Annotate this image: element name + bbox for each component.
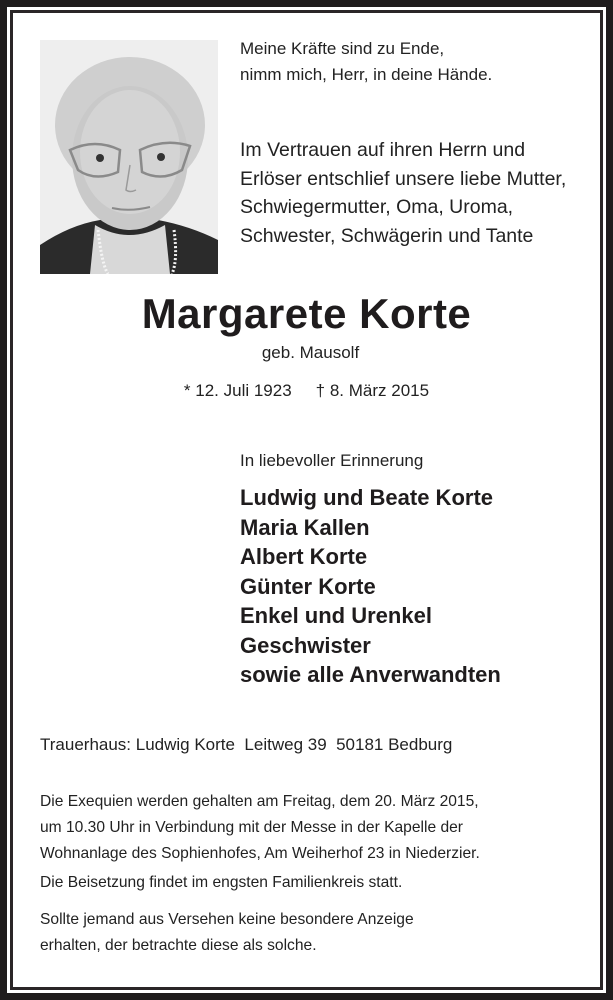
service-paragraph bbox=[40, 789, 480, 867]
memory-label: In liebevoller Erinnerung bbox=[240, 451, 424, 470]
birth-date: * 12. Juli 1923 bbox=[183, 381, 292, 400]
mourners-list bbox=[240, 483, 501, 690]
intro-line: Schwiegermutter, Oma, Uroma, bbox=[240, 196, 514, 218]
intro-line: Schwester, Schwägerin und Tante bbox=[240, 224, 534, 247]
mourner-item: sowie alle Anverwandten bbox=[240, 662, 501, 687]
mourning-house-address: Trauerhaus: Ludwig Korte Leitweg 39 50181 Bedburg bbox=[40, 735, 453, 754]
life-dates bbox=[0, 381, 613, 401]
verse-line: Meine Kräfte sind zu Ende, bbox=[240, 39, 445, 58]
intro-line: Erlöser entschlief unsere liebe Mutter, bbox=[240, 167, 567, 190]
service-line: Wohnanlage des Sophienhofes, Am Weiherhof 23 in Niederzier. bbox=[40, 845, 480, 862]
burial-line: Die Beisetzung findet im engsten Familienkreis statt. bbox=[40, 874, 403, 891]
verse-text bbox=[240, 36, 580, 88]
portrait-icon bbox=[40, 40, 218, 274]
service-line: Die Exequien werden gehalten am Freitag, dem 20. März 2015, bbox=[40, 793, 479, 810]
mourner-item: Ludwig und Beate Korte bbox=[240, 485, 493, 510]
mourner-item: Albert Korte bbox=[240, 544, 368, 569]
mourner-item: Günter Korte bbox=[240, 573, 376, 599]
intro-line: Im Vertrauen auf ihren Herrn und bbox=[240, 139, 526, 161]
mourner-item: Geschwister bbox=[240, 632, 371, 658]
service-line: um 10.30 Uhr in Verbindung mit der Messe in der Kapelle der bbox=[40, 819, 463, 836]
notice-line: erhalten, der betrachte diese als solche. bbox=[40, 937, 317, 954]
mourner-item: Maria Kallen bbox=[240, 514, 370, 540]
burial-paragraph bbox=[40, 870, 402, 896]
death-date: † 8. März 2015 bbox=[315, 381, 430, 400]
intro-text bbox=[240, 136, 590, 250]
mourner-item: Enkel und Urenkel bbox=[240, 603, 432, 628]
notice-paragraph bbox=[40, 907, 414, 959]
deceased-name: Margarete Korte bbox=[141, 290, 472, 337]
portrait-photo bbox=[40, 40, 218, 274]
maiden-name: geb. Mausolf bbox=[261, 343, 360, 362]
notice-line: Sollte jemand aus Versehen keine besondere Anzeige bbox=[40, 911, 414, 928]
verse-line: nimm mich, Herr, in deine Hände. bbox=[240, 65, 493, 84]
